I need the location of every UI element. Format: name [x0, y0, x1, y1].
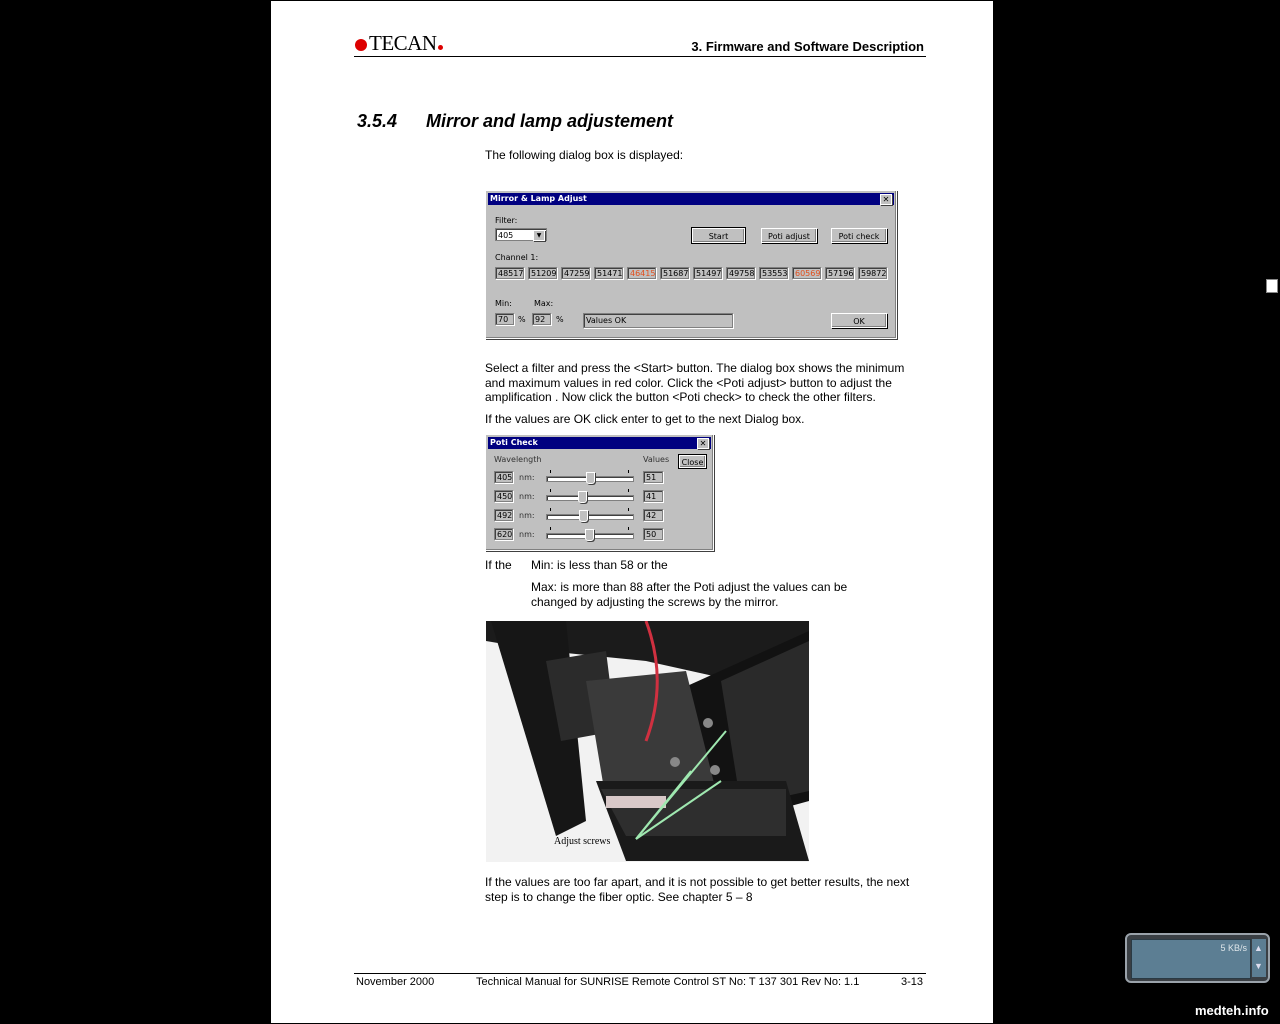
- footer-rule: [354, 973, 926, 974]
- slider-tick: [628, 508, 629, 511]
- widget-controls: [1252, 939, 1266, 977]
- arrow-up-icon[interactable]: ▲: [1254, 943, 1263, 953]
- dialog-title: Mirror & Lamp Adjust: [490, 194, 587, 203]
- if-label: If the: [485, 558, 512, 572]
- nm-unit-label: nm:: [519, 492, 535, 501]
- close-icon[interactable]: ✕: [697, 438, 709, 449]
- poti-slider-track[interactable]: [546, 514, 634, 520]
- poti-check-dialog: [485, 434, 714, 551]
- channel-value-field: 59872: [858, 267, 887, 279]
- slider-tick: [550, 527, 551, 530]
- filter-select[interactable]: [495, 228, 547, 241]
- mirror-lamp-dialog: [485, 190, 897, 339]
- paragraph-values-ok: If the values are OK click enter to get to the next Dialog box.: [485, 412, 805, 426]
- tecan-logo: [355, 31, 443, 56]
- poti-value-field: 50: [643, 528, 663, 540]
- min-condition: Min: is less than 58 or the: [531, 558, 668, 572]
- max-value-field: 92: [532, 313, 551, 325]
- section-title: Mirror and lamp adjustement: [426, 111, 674, 131]
- wavelength-field: 450: [494, 490, 513, 502]
- channel-value-field: 48517: [495, 267, 524, 279]
- nm-unit-label: nm:: [519, 511, 535, 520]
- dialog-titlebar: [488, 193, 894, 205]
- channel-value-field: 47259: [561, 267, 590, 279]
- status-field: Values OK: [583, 313, 733, 328]
- poti-slider-thumb[interactable]: [578, 491, 587, 503]
- channel-value-field: 51687: [660, 267, 689, 279]
- poti-title: Poti Check: [490, 438, 538, 447]
- paragraph-line: step is to change the fiber optic. See chapter 5 – 8: [485, 889, 753, 904]
- arrow-down-icon[interactable]: ▼: [1254, 961, 1263, 971]
- network-graph: [1131, 939, 1251, 979]
- paragraph-line: Select a filter and press the <Start> button. The dialog box shows the minimum: [485, 361, 905, 375]
- channel-value-field: 60569: [792, 267, 821, 279]
- paragraph-fiber-optic: [485, 875, 909, 904]
- footer-date: November 2000: [356, 976, 435, 988]
- network-speed: 5 KB/s: [1220, 943, 1247, 953]
- footer-page-number: 3-13: [901, 976, 924, 988]
- watermark: medteh.info: [1195, 1003, 1269, 1018]
- paragraph-line: and maximum values in red color. Click the <Poti adjust> button to adjust the: [485, 375, 892, 390]
- slider-tick: [628, 470, 629, 473]
- nm-unit-label: nm:: [519, 473, 535, 482]
- mirror-photo-drawing: [486, 621, 809, 862]
- section-number: 3.5.4: [357, 111, 398, 131]
- scrollbar-thumb[interactable]: [1266, 279, 1278, 293]
- network-monitor-widget: [1125, 933, 1270, 983]
- channel-value-field: 51471: [594, 267, 623, 279]
- filter-label: Filter:: [495, 216, 518, 225]
- document-page: [271, 1, 993, 1023]
- min-value-field: 70: [495, 313, 514, 325]
- header-rule: [354, 56, 926, 57]
- poti-value-field: 42: [643, 509, 663, 521]
- chevron-down-icon[interactable]: ▼: [533, 230, 545, 241]
- slider-tick: [628, 527, 629, 530]
- max-label: Max:: [534, 299, 554, 308]
- poti-slider-thumb[interactable]: [585, 529, 594, 541]
- max-percent: %: [556, 315, 564, 324]
- values-label: Values: [643, 455, 670, 464]
- poti-value-field: 51: [643, 471, 663, 483]
- poti-check-button[interactable]: Poti check: [831, 228, 887, 243]
- slider-tick: [550, 489, 551, 492]
- footer-manual: Technical Manual for SUNRISE Remote Control ST No: T 137 301 Rev No: 1.1: [476, 976, 860, 988]
- filter-value: 405: [498, 231, 514, 240]
- paragraph-line: changed by adjusting the screws by the mirror.: [531, 594, 779, 609]
- ok-button[interactable]: OK: [831, 313, 887, 328]
- wavelength-field: 492: [494, 509, 513, 521]
- logo-dot-small-icon: [438, 45, 443, 50]
- wavelength-field: 620: [494, 528, 513, 540]
- channel-label: Channel 1:: [495, 253, 539, 262]
- poti-slider-thumb[interactable]: [586, 472, 595, 484]
- channel-value-field: 57196: [825, 267, 854, 279]
- poti-value-field: 41: [643, 490, 663, 502]
- section-heading: [357, 111, 673, 132]
- close-icon[interactable]: ✕: [880, 194, 892, 205]
- max-condition: [531, 580, 847, 609]
- min-label: Min:: [495, 299, 512, 308]
- channel-value-field: 51209: [528, 267, 557, 279]
- paragraph-line: amplification . Now click the button <Poti check> to check the other filters.: [485, 390, 876, 404]
- channel-value-field: 46415: [627, 267, 656, 279]
- poti-slider-track[interactable]: [546, 495, 634, 501]
- min-percent: %: [518, 315, 526, 324]
- poti-slider-thumb[interactable]: [579, 510, 588, 522]
- wavelength-field: 405: [494, 471, 513, 483]
- poti-titlebar: [488, 437, 711, 449]
- slider-tick: [628, 489, 629, 492]
- channel-value-field: 53553: [759, 267, 788, 279]
- close-button[interactable]: Close: [679, 455, 706, 468]
- paragraph-line: If the values are too far apart, and it is not possible to get better results, the next: [485, 875, 910, 889]
- photo-caption: Adjust screws: [554, 836, 611, 847]
- slider-tick: [550, 508, 551, 511]
- logo-dot-icon: [355, 39, 367, 51]
- paragraph-line: Max: is more than 88 after the Poti adjust the values can be: [531, 580, 848, 594]
- logo-text: TECAN: [369, 31, 437, 55]
- paragraph-select-filter: [485, 361, 904, 405]
- channel-value-field: 49758: [726, 267, 755, 279]
- nm-unit-label: nm:: [519, 530, 535, 539]
- poti-adjust-button[interactable]: Poti adjust: [761, 228, 817, 243]
- channel-value-field: 51497: [693, 267, 722, 279]
- chapter-title: 3. Firmware and Software Description: [691, 39, 924, 54]
- mirror-photo: [486, 621, 809, 862]
- start-button[interactable]: Start: [692, 228, 745, 243]
- wavelength-label: Wavelength: [494, 455, 542, 464]
- slider-tick: [550, 470, 551, 473]
- intro-text: The following dialog box is displayed:: [485, 148, 684, 162]
